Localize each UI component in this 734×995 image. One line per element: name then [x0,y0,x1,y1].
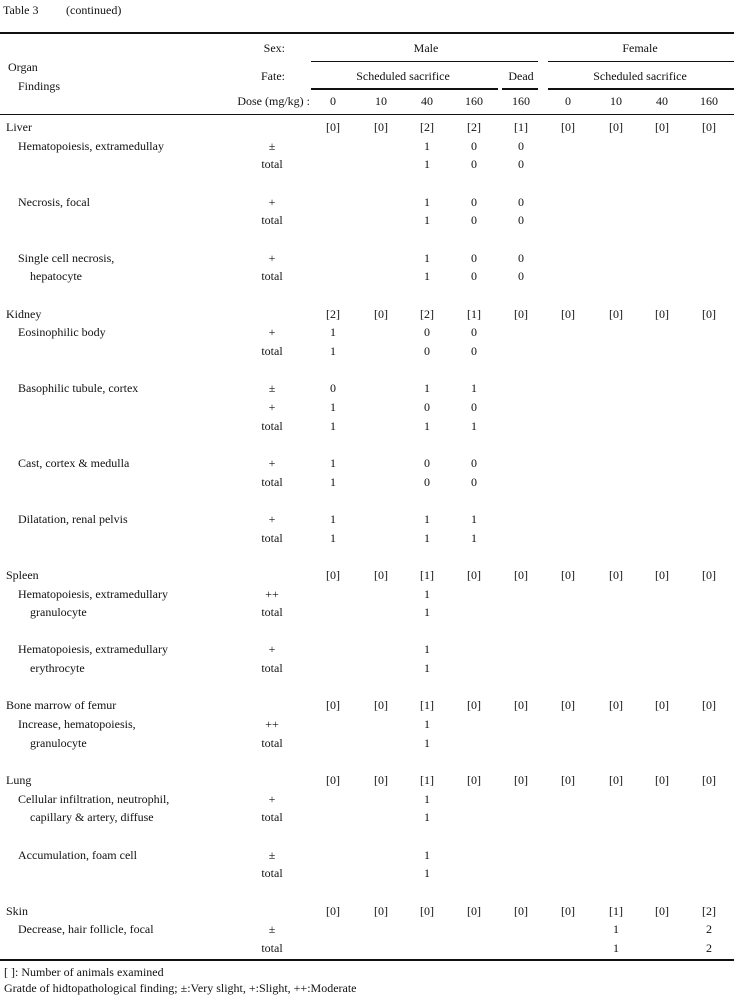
table-cell: 1 [424,717,430,732]
table-cell: [0] [326,698,340,713]
finding-name: Accumulation, foam cell [18,847,137,862]
table-cell: [0] [655,698,669,713]
table-cell: 0 [471,455,477,470]
table-cell: 0 [471,213,477,228]
male-header: Male [413,41,439,55]
table-cell: 1 [471,511,477,526]
table-cell: [0] [374,773,388,788]
table-cell: 0 [424,455,430,470]
table-cell: 0 [518,157,524,172]
dose-header: 160 [700,94,718,108]
grade-label: total [261,530,283,545]
table-cell: [0] [702,773,716,788]
table-cell: [0] [374,903,388,918]
grade-label: total [261,605,283,620]
finding-name: Hematopoiesis, extramedullary [18,642,168,657]
male-scheduled-rule [311,88,498,90]
grade-label: total [261,269,283,284]
table-cell: 1 [330,325,336,340]
grade-label: total [261,157,283,172]
table-cell: 0 [424,325,430,340]
grade-label: total [261,941,283,956]
table-cell: 1 [330,455,336,470]
female-header: Female [622,41,658,55]
table-cell: 1 [330,343,336,358]
table-cell: [0] [467,567,481,582]
grade-label: + [268,455,276,470]
table-cell: [0] [514,773,528,788]
female-scheduled-header: Scheduled sacrifice [593,69,687,83]
table-cell: 0 [471,157,477,172]
findings-header: Findings [18,79,61,93]
table-cell: [0] [655,903,669,918]
dose-header: 0 [565,94,571,108]
table-cell: [0] [609,773,623,788]
table-cell: 0 [330,381,336,396]
table-cell: 0 [471,250,477,265]
table-cell: [2] [420,306,434,321]
grade-label: + [268,194,276,209]
table-cell: 1 [424,810,430,825]
grade-label: total [261,735,283,750]
table-cell: 1 [424,605,430,620]
female-rule [548,61,734,62]
table-cell: [0] [609,567,623,582]
organ-name: Lung [6,773,32,788]
table-cell: [0] [609,120,623,134]
organ-name: Skin [6,903,29,918]
table-cell: 0 [518,269,524,284]
organ-name: Kidney [6,306,42,321]
table-cell: 1 [424,269,430,284]
table-cell: 1 [424,661,430,676]
table-cell: [1] [467,306,481,321]
table-cell: [0] [561,903,575,918]
table-cell: 0 [471,399,477,414]
table-cell: [1] [420,773,434,788]
fate-label: Fate: [261,69,285,83]
table-cell: 2 [706,922,712,937]
dose-header: 40 [656,94,668,108]
grade-label: + [268,511,276,526]
finding-name: Hematopoiesis, extramedullay [18,138,164,153]
finding-name: Necrosis, focal [18,194,90,209]
table-cell: 0 [471,138,477,153]
table-cell: [0] [655,306,669,321]
table-cell: 1 [330,530,336,545]
footnote-grades: Gratde of hidtopathological finding; ±:Very slight, +:Slight, ++:Moderate [4,981,357,995]
finding-name: Eosinophilic body [18,325,106,340]
table-cell: 0 [471,343,477,358]
grade-label: + [268,250,276,265]
table-cell: 1 [424,381,430,396]
table-cell: [0] [561,773,575,788]
male-rule [311,61,538,62]
table-cell: 0 [471,194,477,209]
finding-name-continued: granulocyte [30,735,87,750]
grade-label: ++ [265,586,279,601]
finding-name: Basophilic tubule, cortex [18,381,139,396]
sex-label: Sex: [263,41,285,55]
table-cell: [0] [374,698,388,713]
footnote-brackets: [ ]: Number of animals examined [4,965,164,979]
table-cell: [0] [702,306,716,321]
table-cell: 1 [424,586,430,601]
grade-label: + [268,325,276,340]
table-cell: 1 [424,213,430,228]
table-cell: [0] [326,773,340,788]
table-cell: [0] [374,120,388,134]
dose-header: 160 [465,94,483,108]
finding-name: Single cell necrosis, [18,250,115,265]
table-cell: 0 [518,194,524,209]
table-cell: [1] [420,698,434,713]
dose-header: 0 [330,94,336,108]
grade-label: total [261,810,283,825]
grade-label: ++ [265,717,279,732]
table-title-suffix: (continued) [66,3,122,17]
finding-name-continued: capillary & artery, diffuse [30,810,154,825]
male-scheduled-header: Scheduled sacrifice [356,69,450,83]
dose-header: 160 [512,94,530,108]
table-cell: 1 [471,418,477,433]
grade-label: ± [268,381,276,396]
organ-name: Spleen [6,567,39,582]
table-cell: 1 [613,941,619,956]
table-cell: [0] [514,698,528,713]
grade-label: + [268,791,276,806]
table-title: Table 3 [3,3,39,17]
table-cell: [0] [326,903,340,918]
table-cell: [0] [326,120,340,134]
table-cell: 1 [424,847,430,862]
table-cell: [0] [374,567,388,582]
table-cell: 0 [518,138,524,153]
table-cell: [0] [514,903,528,918]
finding-name: Hematopoiesis, extramedullary [18,586,168,601]
table-cell: 1 [424,735,430,750]
table-cell: [0] [467,903,481,918]
table-cell: [0] [467,773,481,788]
table-cell: [2] [326,306,340,321]
table-cell: 2 [706,941,712,956]
table-cell: [0] [561,306,575,321]
table-cell: [0] [655,773,669,788]
table-cell: 1 [424,250,430,265]
table-cell: 1 [424,418,430,433]
finding-name-continued: hepatocyte [30,269,82,284]
dose-label: Dose (mg/kg) : [237,94,310,108]
dose-header: 10 [375,94,387,108]
table-cell: 0 [518,250,524,265]
table-cell: [2] [702,903,716,918]
table-cell: 0 [424,343,430,358]
table-cell: 0 [471,269,477,284]
table-cell: [0] [609,698,623,713]
table-cell: [0] [702,567,716,582]
table-cell: [0] [467,698,481,713]
female-scheduled-rule [548,88,734,90]
grade-label: total [261,474,283,489]
finding-name: Cellular infiltration, neutrophil, [18,791,170,806]
table-cell: [2] [420,120,434,134]
table-cell: [1] [514,120,528,134]
table-cell: 0 [424,399,430,414]
table-cell: 1 [330,511,336,526]
grade-label: total [261,343,283,358]
grade-label: + [268,642,276,657]
dose-header: 10 [610,94,622,108]
grade-label: ± [268,922,276,937]
table-cell: [0] [655,120,669,134]
table-cell: [0] [702,698,716,713]
table-cell: 1 [424,866,430,881]
table-cell: [0] [514,306,528,321]
grade-label: total [261,213,283,228]
table-cell: 1 [424,157,430,172]
table-cell: [0] [374,306,388,321]
table-cell: 1 [330,418,336,433]
header-rule [0,114,734,115]
table-cell: 1 [471,530,477,545]
table-cell: 1 [471,381,477,396]
grade-label: + [268,399,276,414]
table-cell: [1] [609,903,623,918]
table-cell: 0 [518,213,524,228]
table-cell: 1 [424,791,430,806]
table-cell: [0] [655,567,669,582]
table-cell: 0 [471,474,477,489]
table-cell: 1 [424,194,430,209]
table-cell: 1 [424,530,430,545]
table-cell: [0] [702,120,716,134]
table-cell: 1 [424,138,430,153]
table-cell: [0] [561,698,575,713]
table-cell: 1 [613,922,619,937]
finding-name: Decrease, hair follicle, focal [18,922,154,937]
table-cell: 0 [471,325,477,340]
finding-name: Dilatation, renal pelvis [18,511,128,526]
table-cell: 1 [424,642,430,657]
male-dead-rule [502,88,538,90]
table-cell: 1 [424,511,430,526]
table-cell: [0] [514,567,528,582]
organ-header: Organ [8,60,38,74]
grade-label: total [261,661,283,676]
grade-label: ± [268,847,276,862]
table-cell: [0] [609,306,623,321]
male-dead-header: Dead [508,69,534,83]
organ-name: Bone marrow of femur [6,698,117,713]
finding-name: Increase, hematopoiesis, [18,717,136,732]
finding-name-continued: granulocyte [30,605,87,620]
table-cell: [2] [467,120,481,134]
top-rule [0,32,734,34]
table-cell: [1] [420,567,434,582]
table-cell: 1 [330,399,336,414]
table-cell: 0 [424,474,430,489]
grade-label: ± [268,138,276,153]
finding-name-continued: erythrocyte [30,661,85,676]
grade-label: total [261,866,283,881]
table-cell: [0] [561,120,575,134]
bottom-rule [0,959,734,961]
dose-header: 40 [421,94,433,108]
table-cell: [0] [420,903,434,918]
finding-name: Cast, cortex & medulla [18,455,130,470]
grade-label: total [261,418,283,433]
table-cell: 1 [330,474,336,489]
table-cell: [0] [561,567,575,582]
table-cell: [0] [326,567,340,582]
organ-name: Liver [6,120,32,134]
